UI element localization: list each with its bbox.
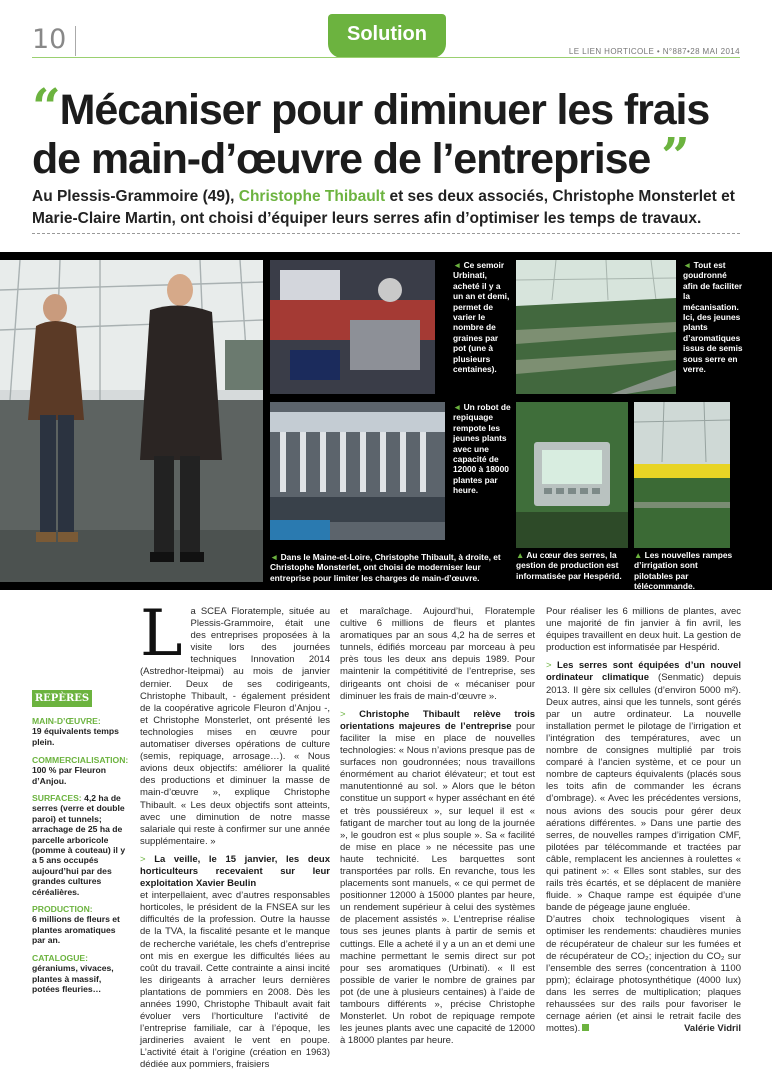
close-quote: ” bbox=[661, 126, 689, 185]
arrow-icon: > bbox=[546, 660, 552, 672]
greenhouse-caption bbox=[683, 260, 743, 374]
standfirst-after: et ses deux associés, Christophe Monsterlet et Marie-Claire Martin, ont choisi d’équiper leurs serres afin d’optimiser les temps de travaux. bbox=[32, 188, 735, 227]
caption-pointer-icon: ◄ bbox=[683, 260, 692, 270]
rubric-rule bbox=[32, 57, 740, 58]
standfirst-divider bbox=[32, 233, 740, 234]
seeder-caption bbox=[453, 260, 511, 374]
page-header bbox=[0, 0, 772, 62]
caption-pointer-icon: ▲ bbox=[516, 550, 525, 560]
publication-info: LE LIEN HORTICOLE • N°887•28 MAI 2014 bbox=[568, 47, 740, 56]
paragraph: D’autres choix technologiques visent à optimiser les rendements: chaudières munies de récupérateur de chaleur sur les fumées et de récupérateur de CO₂; injection du CO₂ sur l’ensemble des serres (concentration à 1100 ppm); éclairage photosynthétique (4000 lux) dans les serres de multiplication; plaques rehaussées sur des rails pour favoriser le cernage aérien (et ainsi le retrait facile des mottes). Valérie Vidril bbox=[546, 914, 741, 1035]
robot-caption bbox=[453, 402, 511, 496]
paragraph: et maraîchage. Aujourd’hui, Floratemple cultive 6 millions de fleurs et plantes aromatiques par an sous 4,2 ha de serres et tunnels, édifiés morceau par morceau à peu près tous les deux ans depuis 1989. Pour maintenir la compétitivité de l’entreprise, ses dirigeants ont choisi de « mécaniser pour diminuer les frais de main-d’œuvre ». bbox=[340, 606, 535, 702]
terminal-caption bbox=[516, 550, 628, 581]
photo-mosaic bbox=[0, 252, 772, 590]
arrow-icon: > bbox=[340, 708, 346, 720]
open-quote: “ bbox=[32, 77, 60, 136]
reperes-item: SURFACES: 4,2 ha de serres (verre et double paroi) et tunnels; arrachage de 25 ha de parcelle arboricole (pomme à couteau) il y a 5 ans occupés aujourd’hui par des grandes cultures céréalières. bbox=[32, 793, 126, 897]
standfirst bbox=[32, 186, 747, 230]
portrait-caption bbox=[270, 552, 510, 583]
paragraph: a SCEA Floratemple, située au Plessis-Grammoire, était une des entreprises proposées à la visite lors des journées techniques Innovation 2014 (Astredhor-Iteipmai) au mois de janvier dernier. Deux de ses codirigeants, Christophe Thibault, - également président de la coopérative agricole Fleuron d’Anjou -, et Christophe Monsterlet, ont présenté les technologies mises en œuvre pour automatiser diverses opérations de culture (semis, repiquage, arrosage…). « Nous avions deux objectifs: améliorer la qualité des productions et diminuer la masse de main-d’œuvre », explique Christophe Thibault. « Les deux objectifs sont atteints, avec une diminution de notre masse salariale qui reste à confirmer sur une année supplémentaire. » bbox=[140, 606, 330, 847]
author-signature: Valérie Vidril bbox=[684, 1023, 741, 1035]
production-terminal-photo bbox=[516, 402, 628, 548]
portrait-caption-text: Dans le Maine-et-Loire, Christophe Thibault, à droite, et Christophe Monsterlet, ont choisi de moderniser leur entreprise pour limiter les charges de main-d’œuvre. bbox=[270, 552, 501, 583]
seeder-caption-text: Ce semoir Urbinati, acheté il y a un an et demi, permet de varier le nombre de graines par pot (une à plusieurs centaines). bbox=[453, 260, 510, 375]
article-column-3 bbox=[546, 606, 741, 1035]
caption-pointer-icon: ◄ bbox=[453, 402, 462, 412]
article-column-1 bbox=[140, 597, 330, 1072]
robot-caption-text: Un robot de repiquage rempote les jeunes plants avec une capacité de 12000 à 18000 plantes par heure. bbox=[453, 402, 511, 496]
headline-line-1: Mécaniser pour diminuer les frais bbox=[59, 86, 710, 134]
ramp-caption bbox=[634, 550, 738, 592]
page-number: 10 bbox=[32, 24, 67, 55]
subheading: > Les serres sont équipées d’un nouvel ordinateur climatique (Senmatic) depuis 2013. Il gère six cellules (d’environ 5000 m²). Deux autres, ainsi que les tunnels, sont gérés par un autre ordinateur. La nouvelle installation permet le pilotage de l’irrigation et l’intégration des températures, avec un nombre de consignes multiplié par trois comparé à l’ancien système, et ce pour un nombre de capteurs équivalents (placés sous les toits afin de commander les écrans d’ombrage). « Avec les précédentes versions, nous avions des soucis pour gérer deux aérations différentes. » Dans une partie des serres, de nouvelles rampes d’irrigation CMF, pilotées par télécommande et tractées par câble, remplacent les anciennes à roulettes « qui patinent »: « Elles sont stables, sur des rails très écartés, et se déplacent de manière fluide. » Chaque rampe est équipée d’une bande de pégeage jaune engluée. bbox=[546, 660, 742, 914]
arrow-icon: > bbox=[140, 853, 146, 865]
headline-line-2: de main-d’œuvre de l’entreprise bbox=[32, 135, 651, 183]
rubric-label: Solution bbox=[328, 14, 446, 58]
terminal-caption-text: Au cœur des serres, la gestion de production est informatisée par Hespérid. bbox=[516, 550, 622, 581]
subheading: > Christophe Thibault relève trois orientations majeures de l’entreprise pour faciliter la mise en place de nouvelles technologies: « Nous n’avions presque pas de surfaces non goudronnées; nous travaillons énormément au chariot élévateur; et tout est manutentionné au sol. » Alors que le béton constitue un support « hyper asséchant en été et très poussiéreux », sur lequel il est « fatigant de marcher tout au long de la journée », le goudron est « plus souple ». Sa « facilité de mise en place » ne nécessite pas une haute technicité. Les barquettes sont transportées par rolls. En revanche, tous les placements sont manuels, « ce qui permet de positionner 12000 à 15000 plantes par heure, un rendement supérieur à celui des systèmes de placement assistés ». L’entreprise réalise tous ses jeunes plants à partir de semis et cuttings. Elle a acheté il y a un an et demi une machine permettant le semis direct sur pot pour ses aromatiques (Urbinati). « Il est possible de varier le nombre de graines par pot (de une à plusieurs centaines) à l’aide de tambours différents », précise Christophe Monsterlet. Un robot de repiquage rempote les jeunes plants avec une capacité de 12000 à 18000 plantes par heure. bbox=[340, 708, 536, 1047]
caption-pointer-icon: ◄ bbox=[453, 260, 462, 270]
reperes-item: COMMERCIALISATION: 100 % par Fleuron d’Anjou. bbox=[32, 755, 129, 786]
portrait-photo bbox=[0, 260, 263, 582]
greenhouse-photo bbox=[516, 260, 676, 394]
article-column-2 bbox=[340, 606, 535, 1047]
reperes-item: MAIN-D’ŒUVRE: 19 équivalents temps plein. bbox=[32, 716, 119, 747]
standfirst-highlight: Christophe Thibault bbox=[238, 188, 386, 205]
caption-pointer-icon: ▲ bbox=[634, 550, 643, 560]
page-number-divider bbox=[75, 26, 76, 56]
standfirst-before: Au Plessis-Grammoire (49), bbox=[32, 188, 235, 205]
transplanting-robot-photo bbox=[270, 402, 445, 540]
reperes-title: REPÈRES bbox=[32, 690, 92, 707]
drop-cap: L bbox=[140, 597, 183, 671]
paragraph: et interpellaient, avec d’autres responsables horticoles, le président de la FNSEA sur les difficultés de la profession. Outre la hausse de la TVA, la fiscalité pesante et le manque de recherche variétale, les chefs d’entreprise ont mis en exergue les difficultés liées au coût du travail. Cette contrainte a ainsi incité les dirigeants à arracher leurs dernières plantations de pommiers en 2008. Dès les années 1990, Christophe Thibault avait fait évoluer vers l’horticulture l’activité de l’entreprise familiale, car à l’époque, les jardineries avaient le vent en poupe. L’activité était à l’origine (création en 1963) dédiée aux pommiers, fraisiers bbox=[140, 890, 330, 1071]
subheading: > La veille, le 15 janvier, les deux horticulteurs recevaient sur leur exploitation Xavier Beulin bbox=[140, 853, 330, 890]
ramp-caption-text: Les nouvelles rampes d’irrigation sont pilotables par télécommande. bbox=[634, 550, 733, 592]
irrigation-ramp-photo bbox=[634, 402, 730, 548]
reperes-item: CATALOGUE: géraniums, vivaces, plantes à massif, potées fleuries… bbox=[32, 953, 114, 995]
greenhouse-caption-text: Tout est goudronné afin de faciliter la mécanisation. Ici, des jeunes plants d’aromatiques issus de semis sous serre en verre. bbox=[683, 260, 743, 375]
seeder-photo bbox=[270, 260, 435, 394]
end-mark-icon bbox=[582, 1024, 589, 1031]
headline bbox=[32, 77, 747, 185]
caption-pointer-icon: ◄ bbox=[270, 552, 279, 562]
paragraph: Pour réaliser les 6 millions de plantes, avec une majorité de fin janvier à fin avril, les équipes travaillent en deux huit. La gestion de production est informatisée par Hespérid. bbox=[546, 606, 741, 654]
reperes-item: PRODUCTION: 6 millions de fleurs et plantes aromatiques par an. bbox=[32, 904, 120, 946]
